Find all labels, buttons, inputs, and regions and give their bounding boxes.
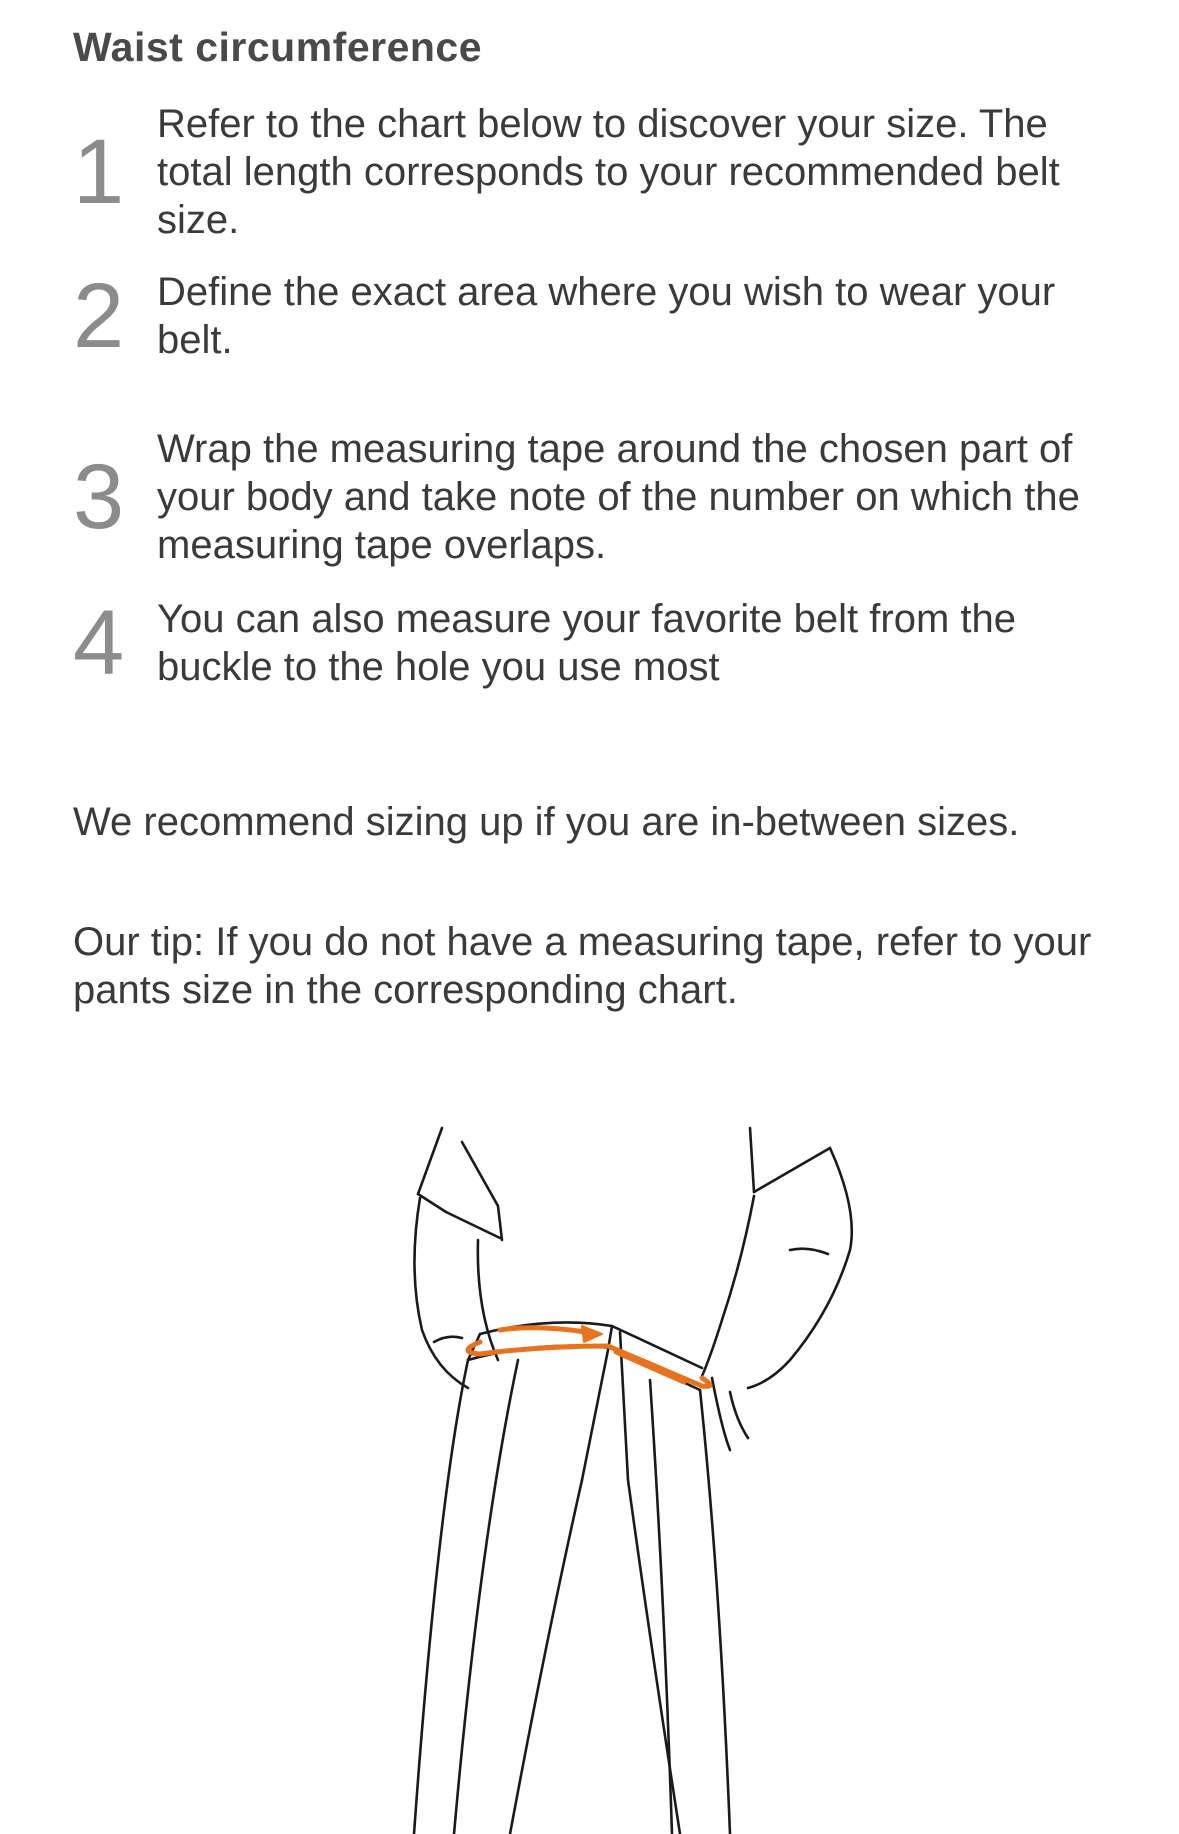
step-1: [73, 100, 1133, 244]
step-number: 1: [73, 121, 125, 223]
step-number: 3: [73, 446, 125, 548]
sizing-recommendation: We recommend sizing up if you are in-between sizes.: [73, 800, 1020, 844]
step-number: 2: [73, 265, 125, 367]
step-text: You can also measure your favorite belt from the buckle to the hole you use most: [157, 597, 1016, 689]
step-text: Wrap the measuring tape around the chosen part of your body and take note of the number on which the measuring tape overlaps.: [157, 427, 1080, 567]
page-title: Waist circumference: [73, 24, 483, 70]
step-4: [73, 592, 1133, 694]
step-3: [73, 425, 1133, 569]
measuring-tip: Our tip: If you do not have a measuring tape, refer to your pants size in the corresponding chart.: [73, 920, 1092, 1012]
step-2: [73, 265, 1133, 367]
waist-measurement-illustration: [350, 1120, 870, 1834]
step-text: Refer to the chart below to discover your size. The total length corresponds to your recommended belt size.: [157, 102, 1060, 242]
step-number: 4: [73, 592, 125, 694]
step-text: Define the exact area where you wish to wear your belt.: [157, 270, 1056, 362]
